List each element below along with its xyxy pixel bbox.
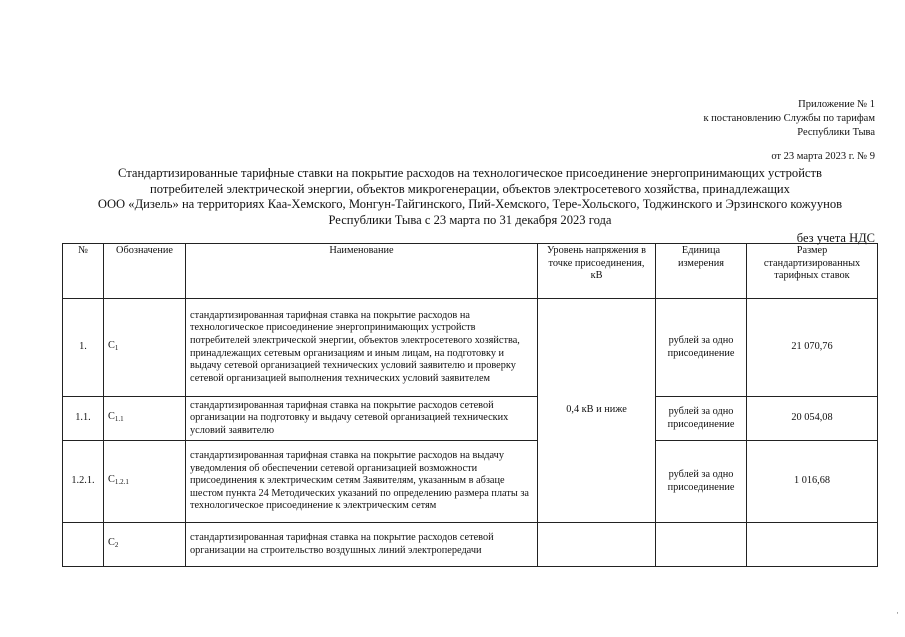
voltage-level-cell: 0,4 кВ и ниже bbox=[538, 299, 656, 523]
row-rate: 20 054,08 bbox=[747, 397, 878, 441]
designation-subscript: 1.1 bbox=[114, 415, 124, 424]
row-unit bbox=[656, 523, 747, 567]
appendix-header bbox=[703, 98, 875, 164]
row-unit: рублей за одно присоединение bbox=[656, 441, 747, 523]
title-line-2: потребителей электрической энергии, объектов микрогенерации, объектов электросетевого хозяйства, принадлежащих bbox=[150, 181, 790, 196]
table-row bbox=[63, 397, 878, 441]
row-name: стандартизированная тарифная ставка на покрытие расходов на технологическое присоединение энергопринимающих устройств потребителей электрической энергии, объектов электросетевого хозяйства, принадлежащих сетевым организациям и иным лицам, на подготовку и выдачу сетевой организацией технических условий заявителю и проверку сетевой организацией выполнения технических условий заявителем bbox=[186, 299, 538, 397]
row-unit: рублей за одно присоединение bbox=[656, 397, 747, 441]
row-designation bbox=[104, 441, 186, 523]
header-name: Наименование bbox=[186, 244, 538, 299]
title-line-4: Республики Тыва с 23 марта по 31 декабря 2023 года bbox=[328, 212, 612, 227]
document-title bbox=[60, 166, 880, 228]
designation-subscript: 1 bbox=[114, 344, 119, 353]
header-unit: Единица измерения bbox=[656, 244, 747, 299]
row-designation bbox=[104, 397, 186, 441]
title-line-1: Стандартизированные тарифные ставки на покрытие расходов на технологическое присоединение энергопринимающих устройств bbox=[118, 166, 822, 180]
table-row bbox=[63, 523, 878, 567]
scan-artifact-mark: · bbox=[896, 608, 899, 618]
row-designation bbox=[104, 523, 186, 567]
appendix-resolution: к постановлению Службы по тарифам bbox=[703, 113, 875, 124]
designation-letter: C bbox=[108, 474, 115, 486]
table-header-row bbox=[63, 244, 878, 299]
row-rate: 1 016,68 bbox=[747, 441, 878, 523]
table-row bbox=[63, 441, 878, 523]
row-name: стандартизированная тарифная ставка на покрытие расходов на выдачу уведомления об обеспечении сетевой организацией возможности присоединения к электрическим сетям Заявителям, указанным в абзаце шестом пункта 24 Методических указаний по определению размера платы за технологическое присоединение к электрическим сетям bbox=[186, 441, 538, 523]
table-row bbox=[63, 299, 878, 397]
vat-note: без учета НДС bbox=[796, 231, 875, 245]
designation-letter: C bbox=[108, 340, 115, 352]
appendix-date: от 23 марта 2023 г. № 9 bbox=[771, 151, 875, 162]
row-name: стандартизированная тарифная ставка на покрытие расходов сетевой организации на строительство воздушных линий электропередачи bbox=[186, 523, 538, 567]
designation-letter: C bbox=[108, 411, 115, 423]
row-designation bbox=[104, 299, 186, 397]
header-voltage: Уровень напряжения в точке присоединения, кВ bbox=[538, 244, 656, 299]
designation-letter: C bbox=[108, 537, 115, 549]
header-number: № bbox=[63, 244, 104, 299]
designation-subscript: 2 bbox=[114, 541, 119, 550]
header-rate: Размер стандартизированных тарифных ставок bbox=[747, 244, 878, 299]
header-designation: Обозначение bbox=[104, 244, 186, 299]
row-number bbox=[63, 523, 104, 567]
designation-subscript: 1.2.1 bbox=[114, 478, 129, 487]
row-number: 1.1. bbox=[63, 397, 104, 441]
row-number: 1. bbox=[63, 299, 104, 397]
title-line-3: ООО «Дизель» на территориях Каа-Хемского, Монгун-Тайгинского, Пий-Хемского, Тере-Хольского, Тоджинского и Эрзинского кожуунов bbox=[97, 197, 843, 212]
row-number: 1.2.1. bbox=[63, 441, 104, 523]
row-rate bbox=[747, 523, 878, 567]
row-rate: 21 070,76 bbox=[747, 299, 878, 397]
appendix-republic: Республики Тыва bbox=[797, 127, 875, 138]
row-unit: рублей за одно присоединение bbox=[656, 299, 747, 397]
row-name: стандартизированная тарифная ставка на покрытие расходов сетевой организации на подготовку и выдачу сетевой организацией технических условий заявителю bbox=[186, 397, 538, 441]
voltage-level-cell-empty bbox=[538, 523, 656, 567]
appendix-number: Приложение № 1 bbox=[798, 99, 875, 110]
tariff-table bbox=[62, 243, 878, 567]
